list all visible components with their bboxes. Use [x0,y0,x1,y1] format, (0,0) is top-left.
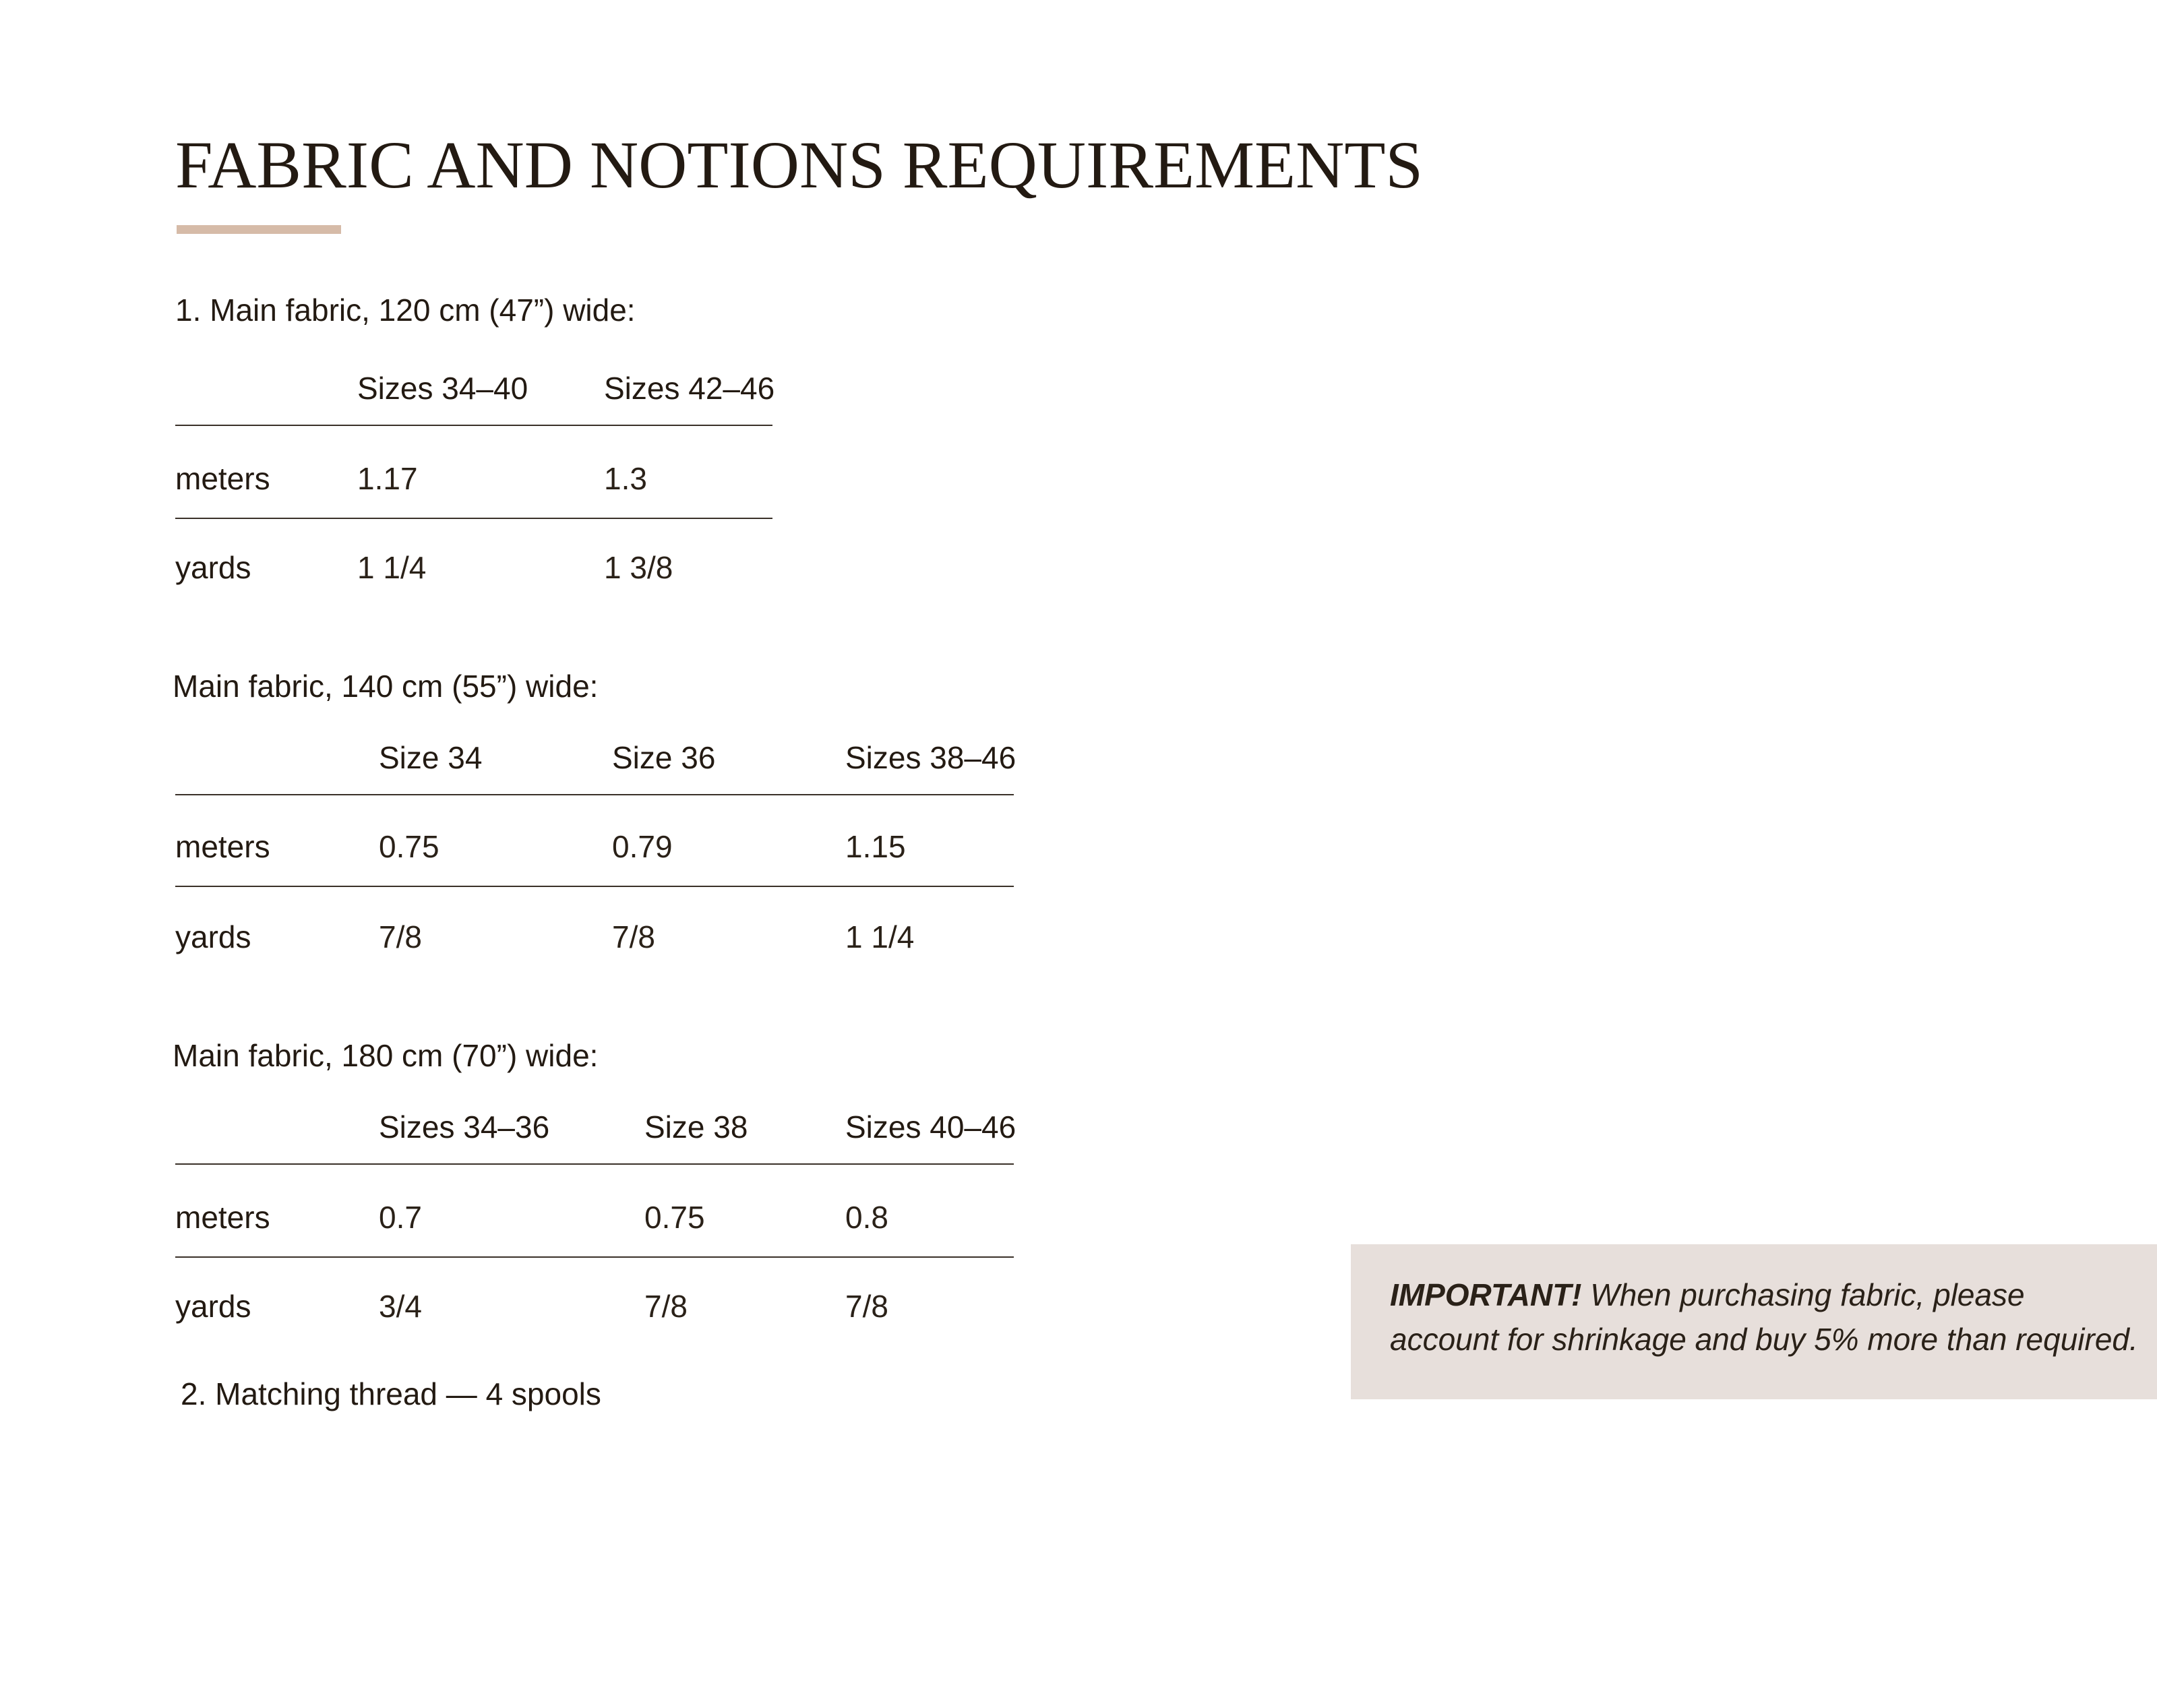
table-1-row-1-label: meters [175,461,270,496]
table-1-divider-1 [175,425,772,426]
table-1-divider-2 [175,518,772,519]
table-1-row-2-value-1: 1 1/4 [357,550,427,585]
table-1-row-1-value-1: 1.17 [357,461,418,496]
table-3-divider-2 [175,1256,1014,1258]
table-3-row-1-label: meters [175,1200,270,1235]
table-2-header-1: Size 34 [379,740,483,775]
thread-requirement: 2. Matching thread — 4 spools [181,1376,601,1411]
table-1-label: 1. Main fabric, 120 cm (47”) wide: [175,293,636,328]
table-3-row-2-label: yards [175,1289,251,1324]
table-3-row-1-value-1: 0.7 [379,1200,422,1235]
important-note-emphasis: IMPORTANT! [1390,1277,1582,1312]
table-1-row-2-label: yards [175,550,251,585]
table-3-header-1: Sizes 34–36 [379,1109,550,1145]
table-2-divider-1 [175,794,1014,795]
table-2-row-2-value-1: 7/8 [379,919,422,954]
table-2-row-1-value-1: 0.75 [379,829,439,864]
table-1-header-1: Sizes 34–40 [357,371,528,406]
table-3-divider-1 [175,1163,1014,1165]
table-2-row-1-value-2: 0.79 [612,829,673,864]
table-2-row-1-value-3: 1.15 [845,829,906,864]
table-3-row-2-value-1: 3/4 [379,1289,422,1324]
table-3-row-2-value-2: 7/8 [644,1289,688,1324]
table-2-row-1-label: meters [175,829,270,864]
table-2-row-2-value-2: 7/8 [612,919,655,954]
table-2-row-2-label: yards [175,919,251,954]
important-note-body: When purchasing fabric, please account for shrinkage and buy 5% more than required. [1390,1277,2138,1357]
table-3-header-2: Size 38 [644,1109,748,1145]
table-2-header-3: Sizes 38–46 [845,740,1016,775]
table-3-row-1-value-2: 0.75 [644,1200,705,1235]
table-2-row-2-value-3: 1 1/4 [845,919,915,954]
important-note-text [1390,1273,2138,1362]
table-2-divider-2 [175,886,1014,887]
table-2-header-2: Size 36 [612,740,716,775]
table-1-row-2-value-2: 1 3/8 [604,550,673,585]
title-underline [177,225,341,234]
table-3-label: Main fabric, 180 cm (70”) wide: [173,1038,599,1073]
page-title: FABRIC AND NOTIONS REQUIREMENTS [175,127,1424,202]
table-3-row-2-value-3: 7/8 [845,1289,888,1324]
table-2-label: Main fabric, 140 cm (55”) wide: [173,669,599,704]
table-3-row-1-value-3: 0.8 [845,1200,888,1235]
table-1-header-2: Sizes 42–46 [604,371,775,406]
table-3-header-3: Sizes 40–46 [845,1109,1016,1145]
table-1-row-1-value-2: 1.3 [604,461,647,496]
important-note [1351,1244,2157,1399]
